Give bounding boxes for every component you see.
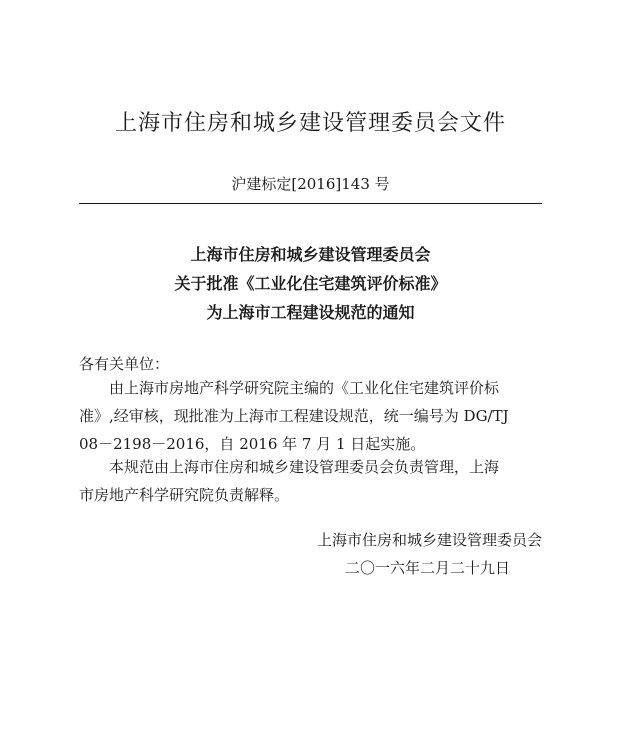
salutation: 各有关单位： xyxy=(79,355,170,373)
paragraph-2-line-2: 市房地产科学研究院负责解释。 xyxy=(79,486,290,504)
body-paragraph-1 xyxy=(79,374,549,458)
paragraph-1-line-2: 准》,经审核，现批准为上海市工程建设规范，统一编号为 DG/TJ xyxy=(79,407,509,425)
issuing-organization-heading: 上海市住房和城乡建设管理委员会文件 xyxy=(114,111,506,136)
signature-date: 二〇一六年二月二十九日 xyxy=(344,559,510,577)
title-line-2: 关于批准《工业化住宅建筑评价标准》 xyxy=(174,274,447,293)
header-divider xyxy=(79,203,542,204)
paragraph-1-line-1: 由上海市房地产科学研究院主编的《工业化住宅建筑评价标 xyxy=(109,379,500,397)
document-number: 沪建标定[2016]143 号 xyxy=(231,175,390,193)
signature-block xyxy=(317,526,542,582)
notice-title xyxy=(0,240,621,327)
title-line-3: 为上海市工程建设规范的通知 xyxy=(206,303,415,322)
paragraph-1-line-3: 08－2198－2016，自 2016 年 7 月 1 日起实施。 xyxy=(79,435,426,453)
signature-issuer: 上海市住房和城乡建设管理委员会 xyxy=(316,531,542,549)
title-line-1: 上海市住房和城乡建设管理委员会 xyxy=(190,245,431,264)
body-paragraph-2 xyxy=(79,453,549,509)
paragraph-2-line-1: 本规范由上海市住房和城乡建设管理委员会负责管理，上海 xyxy=(109,458,500,476)
